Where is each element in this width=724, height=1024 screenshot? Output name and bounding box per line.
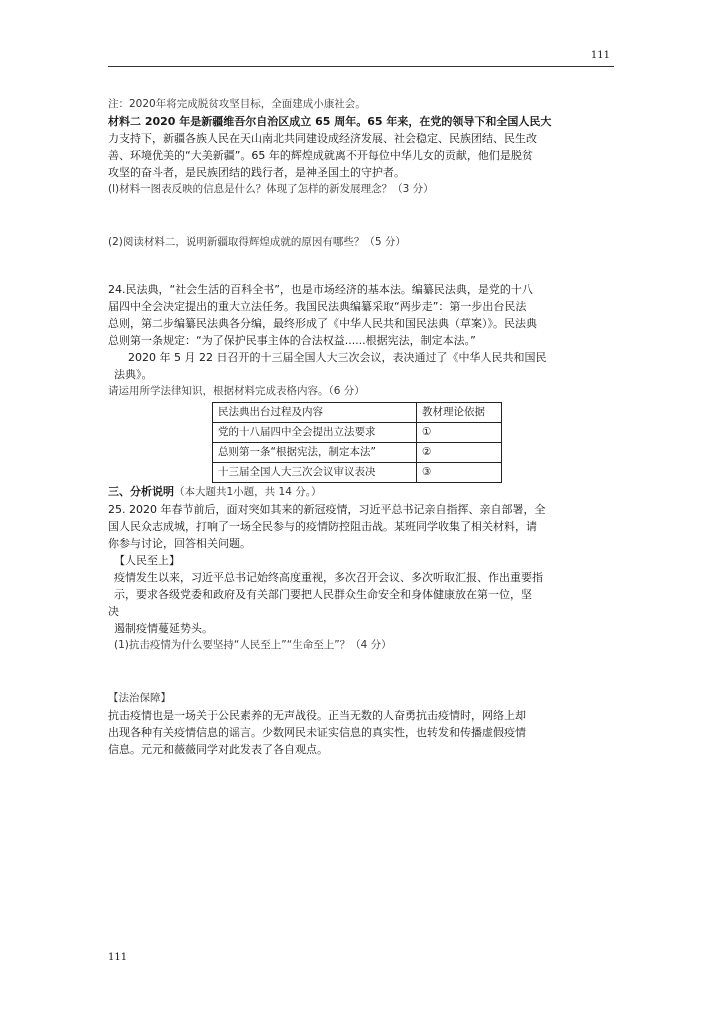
q25-block [108, 501, 618, 758]
section3-heading [108, 483, 618, 501]
table-row [213, 463, 502, 483]
header-rule [108, 66, 614, 67]
q25-intro-1: 25. 2020 年春节前后，面对突如其来的新冠疫情，习近平总书记亲自指挥、亲自部署，全 [108, 503, 546, 516]
q24-line-2: 届四中全会决定提出的重大立法任务。我国民法典编纂采取“两步走”：第一步出台民法 [108, 300, 527, 313]
q24-line-5: 2020 年 5 月 22 日召开的十三届全国人大三次会议，表决通过了《中华人民共和国民 [128, 351, 547, 364]
table-cell-basis: ① [417, 423, 502, 443]
table-cell-content: 党的十八届四中全会提出立法要求 [213, 423, 417, 443]
table-row [213, 423, 502, 443]
q25-people-3: 决 [108, 605, 119, 618]
section3-title: 三、分析说明 [108, 485, 174, 498]
q24-block [108, 281, 618, 483]
q24-line-3: 总则，第二步编纂民法典各分编，最终形成了《中华人民共和国民法典（草案）》。民法典 [108, 317, 537, 330]
q24-instruction: 请运用所学法律知识，根据材料完成表格内容。（6 分） [108, 385, 365, 397]
q25-law-1: 抗击疫情也是一场关于公民素养的无声战役。正当无数的人奋勇抗击疫情时，网络上却 [108, 709, 526, 722]
q24-line-6: 法典》。 [114, 368, 153, 381]
q23-material2 [108, 113, 618, 181]
q25-tag-law: 【法治保障】 [108, 692, 171, 704]
q25-people-2: 示，要求各级党委和政府及有关部门要把人民群众生命安全和身体健康放在第一位，坚 [114, 588, 532, 601]
material2-line [108, 113, 618, 130]
q25-people-4: 遏制疫情蔓延势头。 [114, 622, 213, 635]
q25-people-1: 疫情发生以来，习近平总书记始终高度重视，多次召开会议、多次听取汇报、作出重要指 [114, 571, 543, 584]
q23-sub2: (2)阅读材料二，说明新疆取得辉煌成就的原因有哪些？（5 分） [108, 236, 406, 248]
table-cell-basis: ② [417, 443, 502, 463]
header-page-number: 111 [590, 50, 610, 61]
table-cell-content: 十三届全国人大三次会议审议表决 [213, 463, 417, 483]
table-header-basis: 教材理论依据 [417, 403, 502, 423]
footer-page-number: 111 [108, 952, 128, 963]
q24-line-4: 总则第一条规定：“为了保护民事主体的合法权益......根据宪法，制定本法。” [108, 334, 476, 347]
q24-table [212, 402, 502, 483]
q25-sub1: (1)抗击疫情为什么要坚持“人民至上”“生命至上”？（4 分） [114, 639, 392, 651]
q23-sub1: (l)材料一图表反映的信息是什么？体现了怎样的新发展理念？（3 分） [108, 183, 434, 195]
section3-desc: （本大题共1小题，共 14 分。） [174, 486, 322, 498]
q25-tag-people: 【人民至上】 [114, 554, 180, 567]
table-cell-content: 总则第一条“根据宪法，制定本法” [213, 443, 417, 463]
q23-note: 注：2020年将完成脱贫攻坚目标，全面建成小康社会。 [108, 98, 366, 110]
table-header-content: 民法典出台过程及内容 [213, 403, 417, 423]
document-body [108, 96, 618, 758]
q25-law-3: 信息。元元和薇薇同学对此发表了各自观点。 [108, 743, 328, 756]
q25-law-2: 出现各种有关疫情信息的谣言。少数网民未证实信息的真实性，也转发和传播虚假疫情 [108, 726, 526, 739]
q25-intro-3: 你参与讨论，回答相关问题。 [108, 537, 251, 550]
material2-line-4: 攻坚的奋斗者，是民族团结的践行者，是神圣国土的守护者。 [108, 166, 405, 179]
table-header-row [213, 403, 502, 423]
q25-intro-2: 国人民众志成城，打响了一场全民参与的疫情防控阻击战。某班同学收集了相关材料，请 [108, 520, 537, 533]
material2-line-1: 材料二 2020 年是新疆维吾尔自治区成立 65 周年。65 年来，在党的领导下和全国人民大 [108, 115, 552, 128]
material2-line-2: 力支持下，新疆各族人民在天山南北共同建设成经济发展、社会稳定、民族团结、民生改 [108, 132, 537, 145]
material2-line-3: 善、环境优美的“大美新疆”。65 年的辉煌成就离不开每位中华儿女的贡献，他们是脱贫 [108, 149, 533, 162]
table-cell-basis: ③ [417, 463, 502, 483]
q24-line-1: 24.民法典，“社会生活的百科全书”，也是市场经济的基本法。编纂民法典，是党的十八 [108, 283, 533, 296]
table-row [213, 443, 502, 463]
